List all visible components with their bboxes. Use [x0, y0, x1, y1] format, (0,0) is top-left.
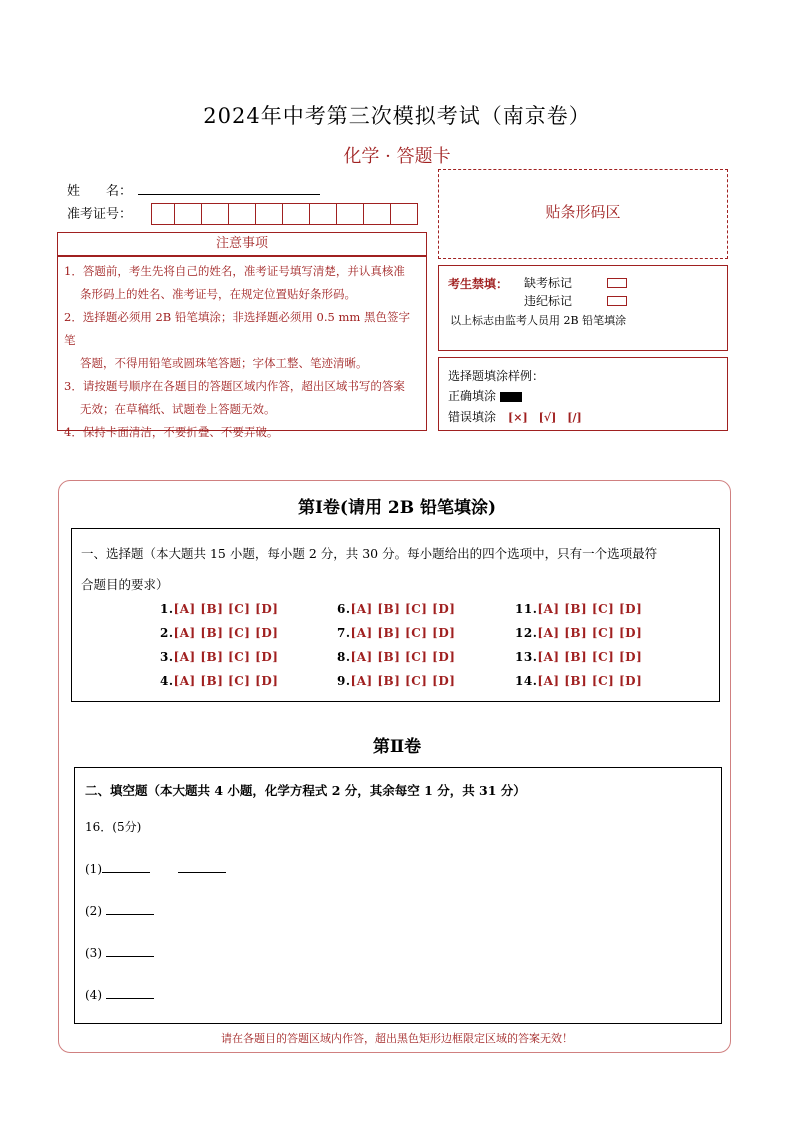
choice-number: 6. — [337, 602, 351, 616]
blank-3[interactable] — [85, 944, 154, 960]
choice-intro — [81, 538, 713, 600]
blank-3-label: (3) — [85, 946, 102, 960]
notice-item-2: 2．选择题必须用 2B 铅笔填涂；非选择题必须用 0.5 mm 黑色签字笔 — [64, 310, 410, 347]
choice-intro-line1: 一、选择题（本大题共 15 小题，每小题 2 分，共 30 分。每小题给出的四个选项中，只有一个选项最符 — [81, 546, 658, 561]
choice-number: 1. — [160, 602, 174, 616]
sample-wrong — [448, 408, 582, 425]
choice-options-label[interactable]: [A] [B] [C] [D] — [537, 626, 643, 640]
forbid-box — [438, 265, 728, 351]
absent-mark[interactable] — [607, 278, 627, 288]
notice-item-4: 4．保持卡面清洁，不要折叠、不要弄破。 — [64, 425, 279, 439]
choice-number: 9. — [337, 674, 351, 688]
blank-4-line[interactable] — [106, 986, 154, 999]
choice-row[interactable] — [337, 602, 455, 616]
choice-options-label[interactable]: [A] [B] [C] [D] — [173, 650, 279, 664]
forbid-note: 以上标志由监考人员用 2B 铅笔填涂 — [450, 314, 627, 327]
choice-row[interactable] — [337, 650, 455, 664]
exam-no-box[interactable] — [151, 203, 175, 225]
sample-correct — [448, 387, 522, 404]
blank-4[interactable] — [85, 986, 154, 1002]
part2-title: 第Ⅱ卷 — [372, 737, 422, 757]
choice-options-label[interactable]: [A] [B] [C] [D] — [537, 650, 643, 664]
blank-1a-line[interactable] — [102, 860, 150, 873]
notice-title: 注意事项 — [57, 232, 427, 256]
wrong-marks: [×] [√] [/] — [508, 411, 582, 424]
choice-row[interactable] — [515, 674, 642, 688]
choice-intro-line2: 合题目的要求） — [81, 577, 169, 592]
question-16: 16．(5分) — [85, 820, 142, 834]
choice-row[interactable] — [515, 650, 642, 664]
violation-label: 违纪标记 — [524, 294, 573, 308]
choice-row[interactable] — [160, 626, 278, 640]
filled-mark-icon — [500, 392, 522, 402]
page-title: 2024年中考第三次模拟考试（南京卷） — [203, 104, 591, 128]
exam-no-box[interactable] — [202, 203, 229, 225]
choice-options-label[interactable]: [A] [B] [C] [D] — [173, 626, 279, 640]
blank-2-label: (2) — [85, 904, 102, 918]
choice-number: 3. — [160, 650, 174, 664]
choice-number: 12. — [515, 626, 538, 640]
choice-row[interactable] — [515, 602, 642, 616]
exam-no-boxes[interactable] — [151, 203, 418, 225]
exam-no-box[interactable] — [256, 203, 283, 225]
blank-1[interactable] — [85, 860, 226, 876]
sample-box — [438, 357, 728, 431]
exam-no-box[interactable] — [364, 203, 391, 225]
choice-number: 13. — [515, 650, 538, 664]
blank-2[interactable] — [85, 902, 154, 918]
notice-item-3: 3．请按题号顺序在各题目的答题区域内作答，超出区域书写的答案 — [64, 379, 405, 393]
choice-row[interactable] — [515, 626, 642, 640]
name-label: 姓 名： — [67, 184, 133, 199]
choice-options-label[interactable]: [A] [B] [C] [D] — [173, 602, 279, 616]
blank-4-label: (4) — [85, 988, 102, 1002]
name-field[interactable] — [138, 194, 320, 195]
choice-options-label[interactable]: [A] [B] [C] [D] — [350, 626, 456, 640]
exam-no-box[interactable] — [391, 203, 418, 225]
choice-options-label[interactable]: [A] [B] [C] [D] — [350, 674, 456, 688]
notice-item-3-cont: 无效；在草稿纸、试题卷上答题无效。 — [80, 402, 276, 416]
fill-heading: 二、填空题（本大题共 4 小题，化学方程式 2 分，其余每空 1 分，共 31 分） — [85, 783, 526, 798]
choice-options-label[interactable]: [A] [B] [C] [D] — [350, 650, 456, 664]
choice-number: 8. — [337, 650, 351, 664]
choice-row[interactable] — [160, 602, 278, 616]
exam-no-box[interactable] — [229, 203, 256, 225]
blank-2-line[interactable] — [106, 902, 154, 915]
barcode-area: 贴条形码区 — [438, 169, 728, 259]
exam-no-label: 准考证号： — [67, 207, 133, 222]
choice-row[interactable] — [160, 674, 278, 688]
choice-row[interactable] — [337, 626, 455, 640]
choice-number: 11. — [515, 602, 538, 616]
correct-label: 正确填涂 — [448, 389, 497, 403]
choice-number: 14. — [515, 674, 538, 688]
notice-item-2-cont: 答题，不得用铅笔或圆珠笔答题；字体工整、笔迹清晰。 — [80, 356, 368, 370]
choice-options-label[interactable]: [A] [B] [C] [D] — [350, 602, 456, 616]
violation-mark[interactable] — [607, 296, 627, 306]
sample-title: 选择题填涂样例： — [448, 369, 545, 383]
blank-3-line[interactable] — [106, 944, 154, 957]
wrong-label: 错误填涂 — [448, 410, 497, 424]
fill-section — [74, 767, 722, 1024]
notice-item-1: 1．答题前，考生先将自己的姓名，准考证号填写清楚，并认真核准 — [64, 264, 405, 278]
exam-no-box[interactable] — [175, 203, 202, 225]
choice-options-label[interactable]: [A] [B] [C] [D] — [537, 674, 643, 688]
choice-number: 7. — [337, 626, 351, 640]
choice-number: 4. — [160, 674, 174, 688]
exam-no-box[interactable] — [310, 203, 337, 225]
blank-1-label: (1) — [85, 862, 102, 876]
absent-label: 缺考标记 — [524, 276, 573, 290]
notice-body — [57, 256, 427, 439]
blank-1b-line[interactable] — [178, 860, 226, 873]
forbid-label: 考生禁填： — [448, 277, 509, 291]
exam-no-box[interactable] — [283, 203, 310, 225]
choice-row[interactable] — [337, 674, 455, 688]
choice-options-label[interactable]: [A] [B] [C] [D] — [537, 602, 643, 616]
choice-options-label[interactable]: [A] [B] [C] [D] — [173, 674, 279, 688]
choice-row[interactable] — [160, 650, 278, 664]
part1-title: 第Ⅰ卷(请用 2B 铅笔填涂) — [297, 498, 497, 518]
choice-number: 2. — [160, 626, 174, 640]
notice-item-1-cont: 条形码上的姓名、准考证号，在规定位置贴好条形码。 — [80, 287, 356, 301]
page-subtitle: 化学 · 答题卡 — [343, 146, 451, 167]
exam-no-box[interactable] — [337, 203, 364, 225]
footer-note: 请在各题目的答题区域内作答，超出黑色矩形边框限定区域的答案无效！ — [221, 1032, 573, 1045]
